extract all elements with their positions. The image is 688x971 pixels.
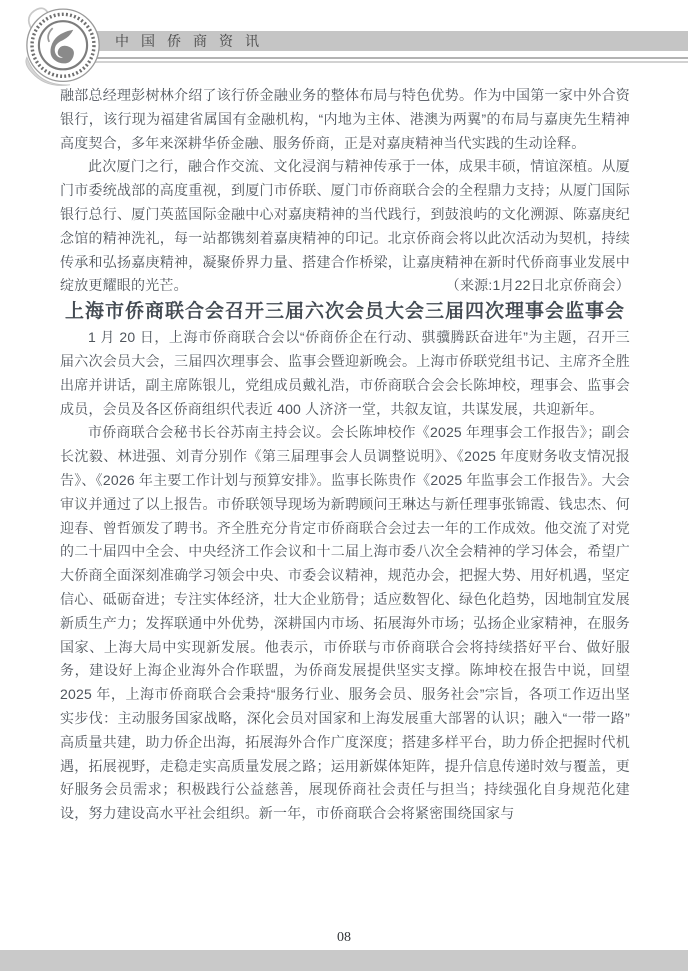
page-number: 08 [337, 930, 351, 945]
article1-paragraph-continuation [60, 84, 630, 155]
source-attribution: （来源:1月22日北京侨商会） [445, 277, 630, 294]
article2-headline: 上海市侨商联合会召开三届六次会员大会三届四次理事会监事会 [64, 301, 625, 323]
paragraph-text: 融部总经理彭树林介绍了该行侨金融业务的整体布局与特色优势。作为中国第一家中外合资银行，该行现为福建省属国有金融机构，“内地为主体、港澳为两翼”的布局与嘉庚先生精神高度契合，多年来深耕华侨金融、服务侨商，正是对嘉庚精神当代实践的生动诠释。 [60, 87, 630, 151]
article1-paragraph [60, 155, 630, 298]
footer-band [0, 950, 688, 971]
paragraph-text: 此次厦门之行，融合作交流、文化浸润与精神传承于一体，成果丰硕，情谊深植。从厦门市委统战部的高度重视，到厦门市侨联、厦门市侨商联合会的全程鼎力支持；从厦门国际银行总行、厦门英蓝国际金融中心对嘉庚精神的当代践行，到鼓浪屿的文化溯源、陈嘉庚纪念馆的精神洗礼，每一站都镌刻着嘉庚精神的印记。北京侨商会将以此次活动为契机，持续传承和弘扬嘉庚精神，凝聚侨界力量、搭建合作桥梁，让嘉庚精神在新时代侨商事业发展中绽放更耀眼的光芒。 [60, 158, 630, 294]
article-body [60, 84, 630, 826]
paragraph-text: 1 月 20 日，上海市侨商联合会以“侨商侨企在行动、骐骥腾跃奋进年”为主题，召开三届六次会员大会，三届四次理事会、监事会暨迎新晚会。上海市侨联党组书记、主席齐全胜出席并讲话，副主席陈银儿，党组成员戴礼浩，市侨商联合会会长陈坤校，理事会、监事会成员，会员及各区侨商组织代表近 400 人济济一堂，共叙友谊，共谋发展，共迎新年。 [60, 329, 630, 417]
article2-paragraph [60, 326, 630, 421]
masthead-title: 中国侨商资讯 [115, 33, 271, 49]
paragraph-text: 市侨商联合会秘书长谷苏南主持会议。会长陈坤校作《2025 年理事会工作报告》；副会长沈毅、林进强、刘青分别作《第三届理事会人员调整说明》、《2025 年度财务收支情况报告》、《2026 年主要工作计划与预算安排》。监事长陈贵作《2025 年监事会工作报告》。大会审议并通过了以上报告。市侨联领导现场为新聘顾问王琳达与新任理事张锦霞、钱忠杰、何迎春、曾哲颁发了聘书。齐全胜充分肯定市侨商联合会过去一年的工作成效。他交流了对党的二十届四中全会、中央经济工作会议和十二届上海市委八次全会精神的学习体会，希望广大侨商全面深刻准确学习领会中央、市委会议精神，规范办会，把握大势、用好机遇，坚定信心、砥砺奋进；专注实体经济，壮大企业筋骨；适应数智化、绿色化趋势，因地制宜发展新质生产力；发挥联通中外优势，深耕国内市场、拓展海外市场；弘扬企业家精神，在服务国家、上海大局中实现新发展。他表示，市侨联与市侨商联合会将持续搭好平台、做好服务，建设好上海企业海外合作联盟，为侨商发展提供坚实支撑。陈坤校在报告中说，回望 2025 年，上海市侨商联合会秉持“服务行业、服务会员、服务社会”宗旨，各项工作迈出坚实步伐：主动服务国家战略，深化会员对国家和上海发展重大部署的认识；融入“一带一路”高质量共建，助力侨企出海，拓展海外合作广度深度；搭建多样平台，助力侨企把握时代机遇，拓展视野，走稳走实高质量发展之路；运用新媒体矩阵，提升信息传递时效与覆盖，更好服务会员需求；积极践行公益慈善，展现侨商社会责任与担当；持续强化自身规范化建设，努力建设高水平社会组织。新一年，市侨商联合会将紧密围绕国家与 [60, 424, 630, 822]
association-seal-logo-icon [20, 4, 106, 90]
header-rule [50, 57, 688, 59]
article2-paragraph [60, 421, 630, 826]
header-rule [50, 61, 688, 63]
